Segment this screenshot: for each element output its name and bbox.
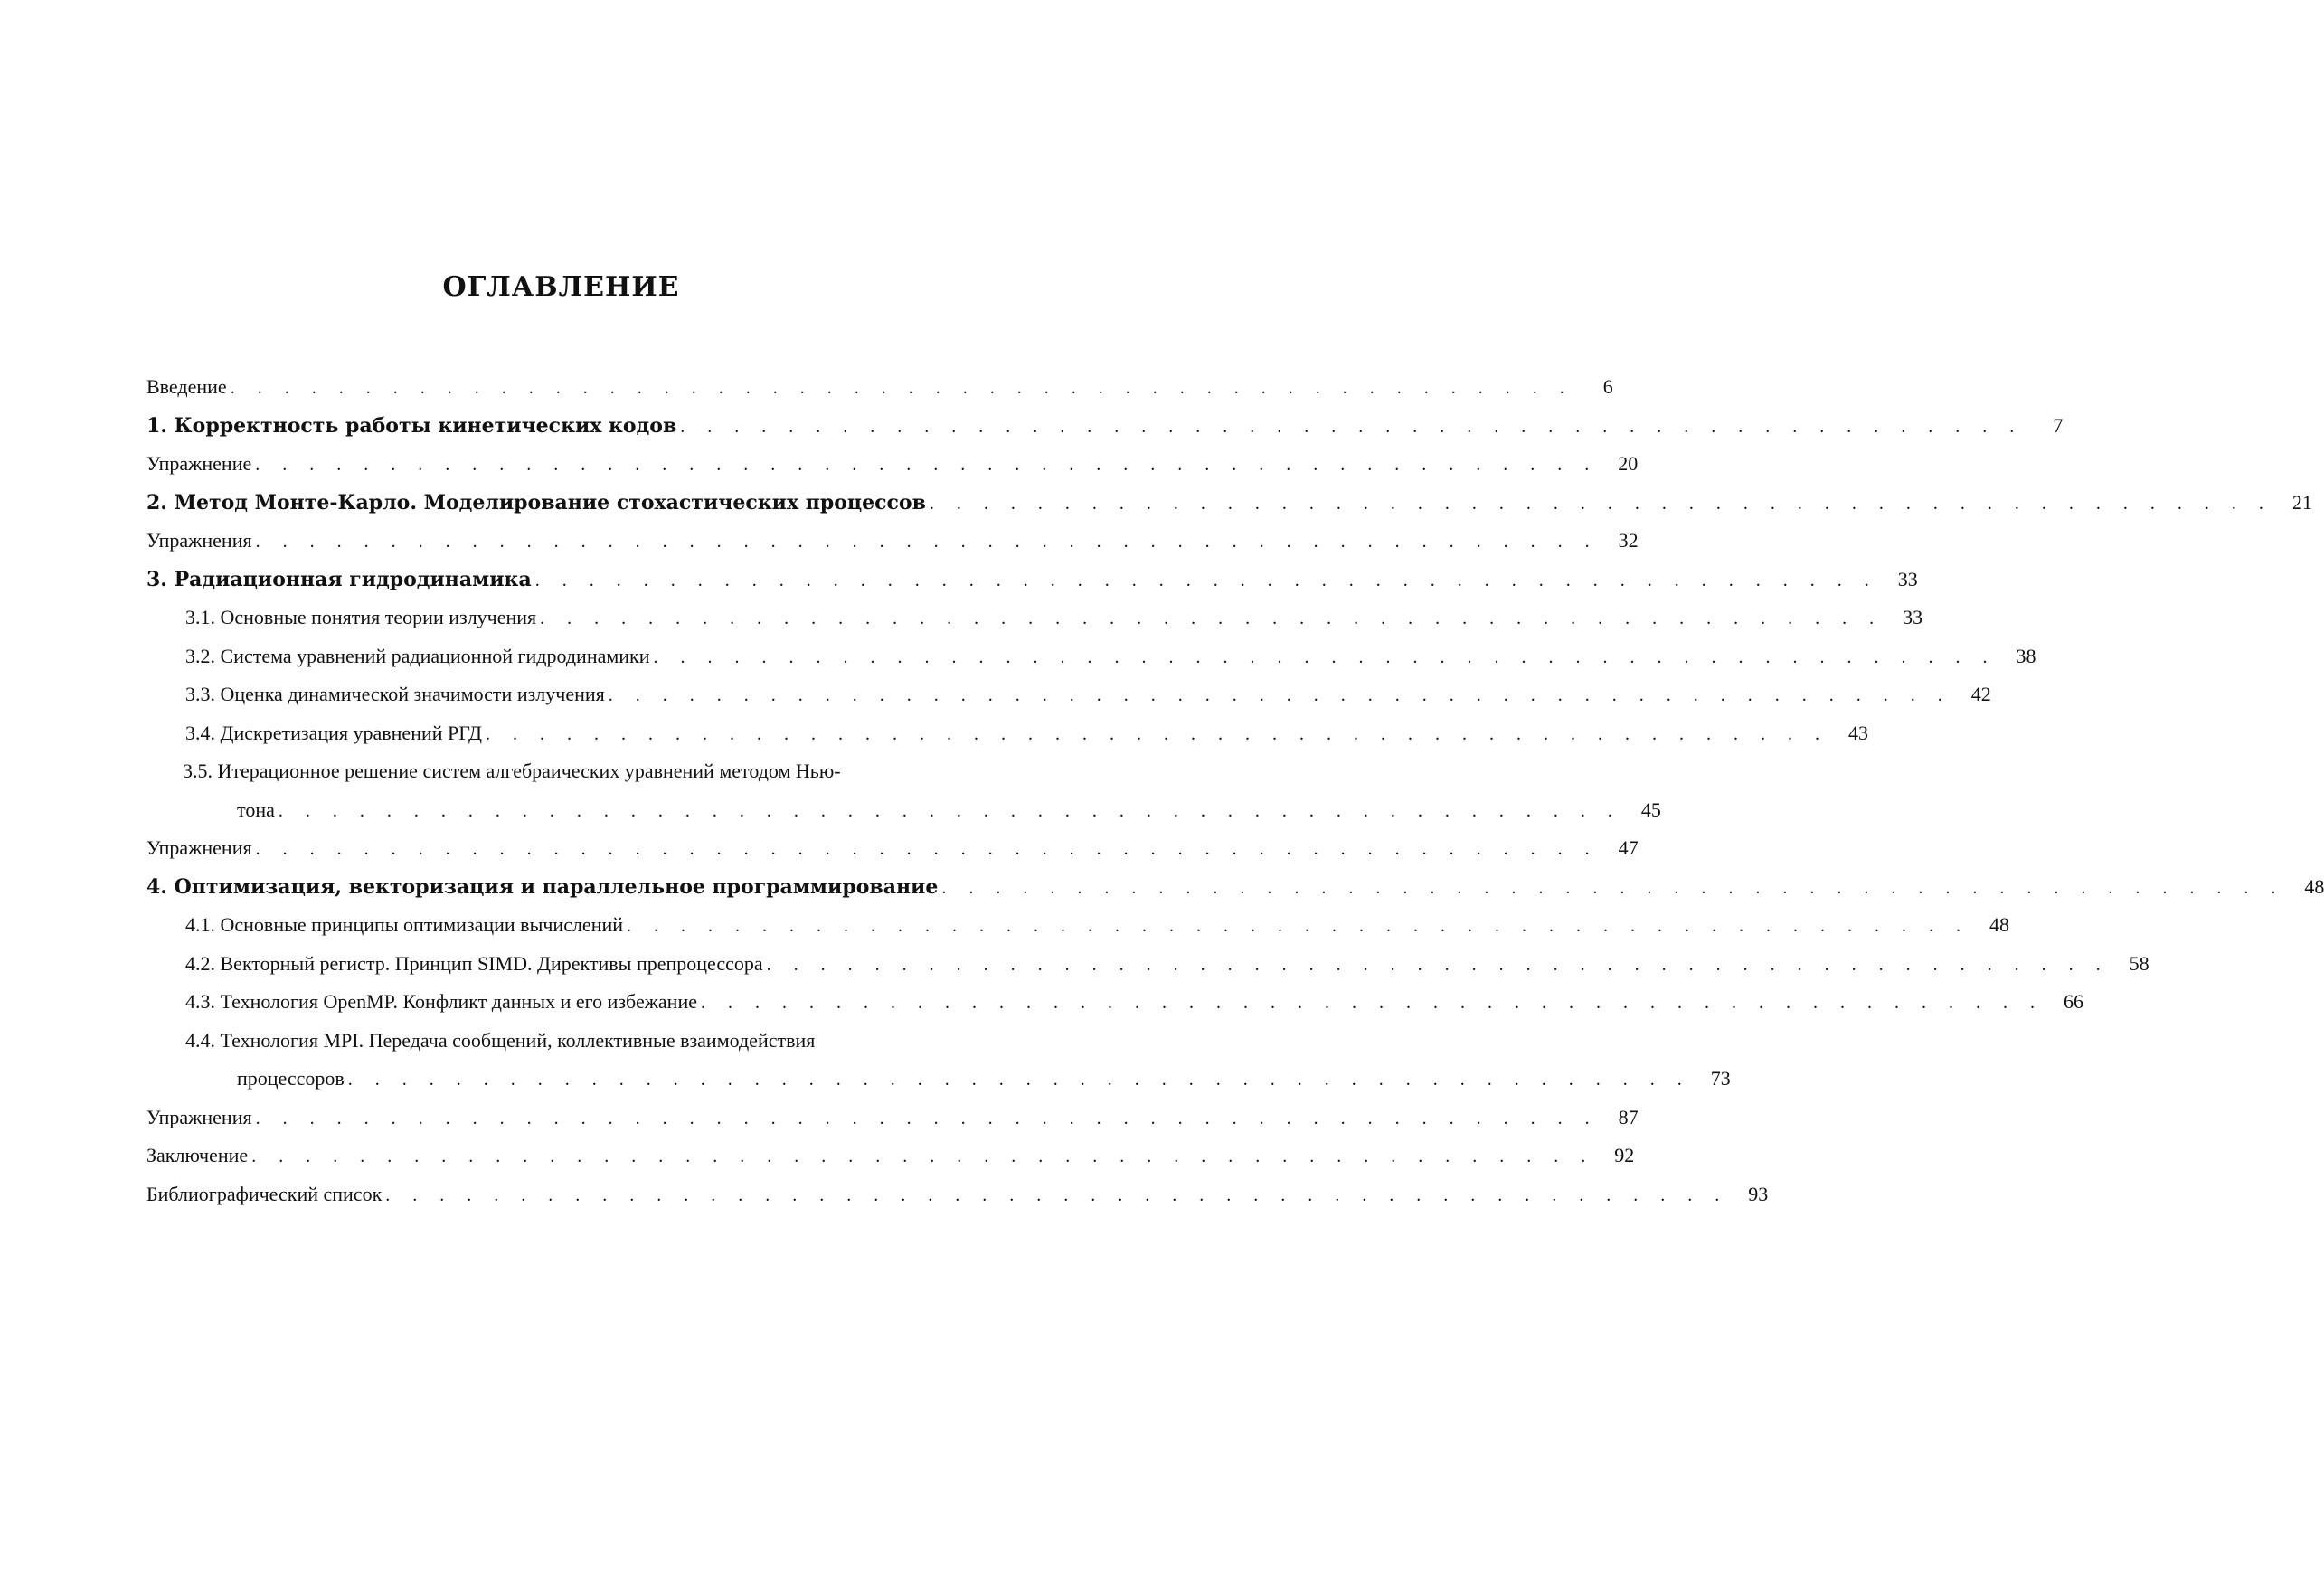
- leader-dots: . . . . . . . . . . . . . . . . . . . . . . . . . . . . . . . . . . . . . . . . . . . . . . . . . .: [680, 416, 2024, 437]
- leader-dots: . . . . . . . . . . . . . . . . . . . . . . . . . . . . . . . . . . . . . . . . . . . . . . . . . .: [608, 685, 1951, 705]
- toc-entry-label: 3.4. Дискретизация уравнений РГД: [185, 721, 483, 744]
- toc-entry-page: 45: [1640, 798, 1661, 821]
- leader-dots: . . . . . . . . . . . . . . . . . . . . . . . . . . . . . . . . . . . . . . . . . . . . . . . . . .: [347, 1070, 1691, 1090]
- leader-dots: . . . . . . . . . . . . . . . . . . . . . . . . . . . . . . . . . . . . . . . . . . . . . . . . . .: [385, 1185, 1729, 1205]
- toc-entry-label: 3. Радиационная гидродинамика: [146, 567, 532, 591]
- toc-entry[interactable]: [146, 760, 1006, 798]
- leader-dots: . . . . . . . . . . . . . . . . . . . . . . . . . . . . . . . . . . . . . . . . . . . . . . . . . .: [255, 455, 1599, 475]
- toc-entry[interactable]: [146, 490, 2312, 530]
- page-title: ОГЛАВЛЕНИЕ: [442, 271, 680, 303]
- toc-entry[interactable]: [146, 413, 2064, 453]
- toc-entry[interactable]: [146, 1105, 1639, 1145]
- leader-dots: . . . . . . . . . . . . . . . . . . . . . . . . . . . . . . . . . . . . . . . . . . . . . . . . . .: [278, 800, 1621, 821]
- toc-entry-continuation[interactable]: [146, 1067, 1731, 1106]
- toc-entry[interactable]: [146, 567, 1918, 607]
- toc-entry-label: 1. Корректность работы кинетических кодов: [146, 413, 677, 438]
- toc-entry-label: 2. Метод Монте-Карло. Моделирование стохастических процессов: [146, 490, 926, 515]
- leader-dots: . . . . . . . . . . . . . . . . . . . . . . . . . . . . . . . . . . . . . . . . . . . . . . . . . .: [255, 839, 1599, 859]
- toc-entry-page: 73: [1710, 1067, 1731, 1090]
- toc-entry[interactable]: [146, 1182, 1769, 1222]
- toc-entry-page: 20: [1618, 452, 1639, 475]
- leader-dots: . . . . . . . . . . . . . . . . . . . . . . . . . . . . . . . . . . . . . . . . . . . . . . . . . .: [941, 877, 2285, 898]
- leader-dots: . . . . . . . . . . . . . . . . . . . . . . . . . . . . . . . . . . . . . . . . . . . . . . . . . .: [255, 1108, 1599, 1128]
- toc-entry-label: 4.1. Основные принципы оптимизации вычислений: [185, 913, 624, 936]
- toc-entry-page: 33: [1897, 567, 1918, 590]
- toc-entry-label: 4.3. Технология OpenMP. Конфликт данных и его избежание: [185, 990, 697, 1013]
- leader-dots: . . . . . . . . . . . . . . . . . . . . . . . . . . . . . . . . . . . . . . . . . . . . . . . . . .: [251, 1147, 1595, 1166]
- toc-entry-page: 66: [2064, 990, 2083, 1013]
- toc-entry-page: 42: [1970, 683, 1991, 705]
- toc-entry[interactable]: [146, 606, 1923, 645]
- toc-entry-page: 43: [1848, 721, 1869, 744]
- toc-entry-label-cont: тона: [237, 798, 275, 821]
- toc-entry-page: 33: [1903, 606, 1923, 628]
- toc-entry-label: Упражнение: [146, 452, 252, 475]
- toc-entry-continuation[interactable]: [146, 798, 1661, 837]
- toc-entry-page: 48: [1989, 913, 2010, 936]
- toc-entry-page: 92: [1614, 1144, 1635, 1166]
- leader-dots: . . . . . . . . . . . . . . . . . . . . . . . . . . . . . . . . . . . . . . . . . . . . . . . . . .: [701, 993, 2044, 1013]
- toc-entry-label-cont: процессоров: [237, 1067, 345, 1090]
- toc-entry-page: 48: [2304, 874, 2324, 898]
- toc-entry-label: Упражнения: [146, 529, 252, 552]
- toc-entry-page: 58: [2129, 951, 2149, 975]
- leader-dots: . . . . . . . . . . . . . . . . . . . . . . . . . . . . . . . . . . . . . . . . . . . . . . . . . .: [534, 570, 1878, 590]
- toc-entry[interactable]: [146, 1144, 1635, 1183]
- leader-dots: . . . . . . . . . . . . . . . . . . . . . . . . . . . . . . . . . . . . . . . . . . . . . . . . . .: [766, 954, 2110, 975]
- toc-entry-label: 3.1. Основные понятия теории излучения: [185, 606, 537, 628]
- toc-entry-label: 4.4. Технология MPI. Передача сообщений, коллективные взаимодействия: [185, 1028, 816, 1052]
- toc-entry-label: 3.5. Итерационное решение систем алгебраических уравнений методом Нью-: [183, 760, 841, 782]
- toc-entry-page: 47: [1618, 836, 1639, 859]
- toc-entry-page: 93: [1748, 1182, 1769, 1205]
- toc-entry-label: Библиографический список: [146, 1182, 383, 1205]
- toc-entry-label: Упражнения: [146, 836, 252, 859]
- toc-entry-label: 4. Оптимизация, векторизация и параллельное программирование: [146, 874, 939, 899]
- toc-entry[interactable]: [146, 452, 1639, 491]
- toc-entry-label: Заключение: [146, 1144, 249, 1166]
- toc-entry[interactable]: [146, 836, 1639, 875]
- leader-dots: . . . . . . . . . . . . . . . . . . . . . . . . . . . . . . . . . . . . . . . . . . . . . . . . . .: [230, 378, 1573, 398]
- leader-dots: . . . . . . . . . . . . . . . . . . . . . . . . . . . . . . . . . . . . . . . . . . . . . . . . . .: [486, 723, 1829, 744]
- leader-dots: . . . . . . . . . . . . . . . . . . . . . . . . . . . . . . . . . . . . . . . . . . . . . . . . . .: [255, 532, 1599, 552]
- leader-dots: . . . . . . . . . . . . . . . . . . . . . . . . . . . . . . . . . . . . . . . . . . . . . . . . . .: [627, 916, 1970, 936]
- toc-entry-label: Введение: [146, 375, 227, 398]
- leader-dots: . . . . . . . . . . . . . . . . . . . . . . . . . . . . . . . . . . . . . . . . . . . . . . . . . .: [540, 609, 1884, 628]
- toc-entry-label: Упражнения: [146, 1105, 252, 1128]
- toc-entry-page: 6: [1602, 375, 1613, 398]
- toc-entry-page: 87: [1618, 1105, 1639, 1128]
- toc-entry-page: 7: [2053, 413, 2064, 437]
- toc-entry-label: 3.3. Оценка динамической значимости излучения: [185, 683, 605, 705]
- toc-entry[interactable]: [146, 721, 1869, 760]
- toc-entry[interactable]: [146, 529, 1639, 568]
- toc-entry-label: 3.2. Система уравнений радиационной гидродинамики: [185, 644, 650, 667]
- toc-entry[interactable]: [146, 990, 2083, 1029]
- toc-entry[interactable]: [146, 913, 2010, 952]
- toc-entry-label: 4.2. Векторный регистр. Принцип SIMD. Директивы препроцессора: [185, 951, 763, 975]
- leader-dots: . . . . . . . . . . . . . . . . . . . . . . . . . . . . . . . . . . . . . . . . . . . . . . . . . .: [929, 493, 2272, 514]
- toc-entry[interactable]: [146, 644, 2036, 684]
- toc-entry[interactable]: [146, 375, 1613, 414]
- leader-dots: . . . . . . . . . . . . . . . . . . . . . . . . . . . . . . . . . . . . . . . . . . . . . . . . . .: [653, 647, 1997, 667]
- toc-entry-page: 32: [1618, 529, 1639, 552]
- toc-entry[interactable]: [146, 874, 2324, 914]
- toc-entry[interactable]: [146, 951, 2149, 991]
- toc-entry-page: 38: [2016, 644, 2036, 667]
- toc-entry[interactable]: [146, 1029, 1006, 1068]
- toc-entry[interactable]: [146, 683, 1991, 722]
- toc-entry-page: 21: [2291, 490, 2312, 514]
- table-of-contents: [146, 375, 2324, 1221]
